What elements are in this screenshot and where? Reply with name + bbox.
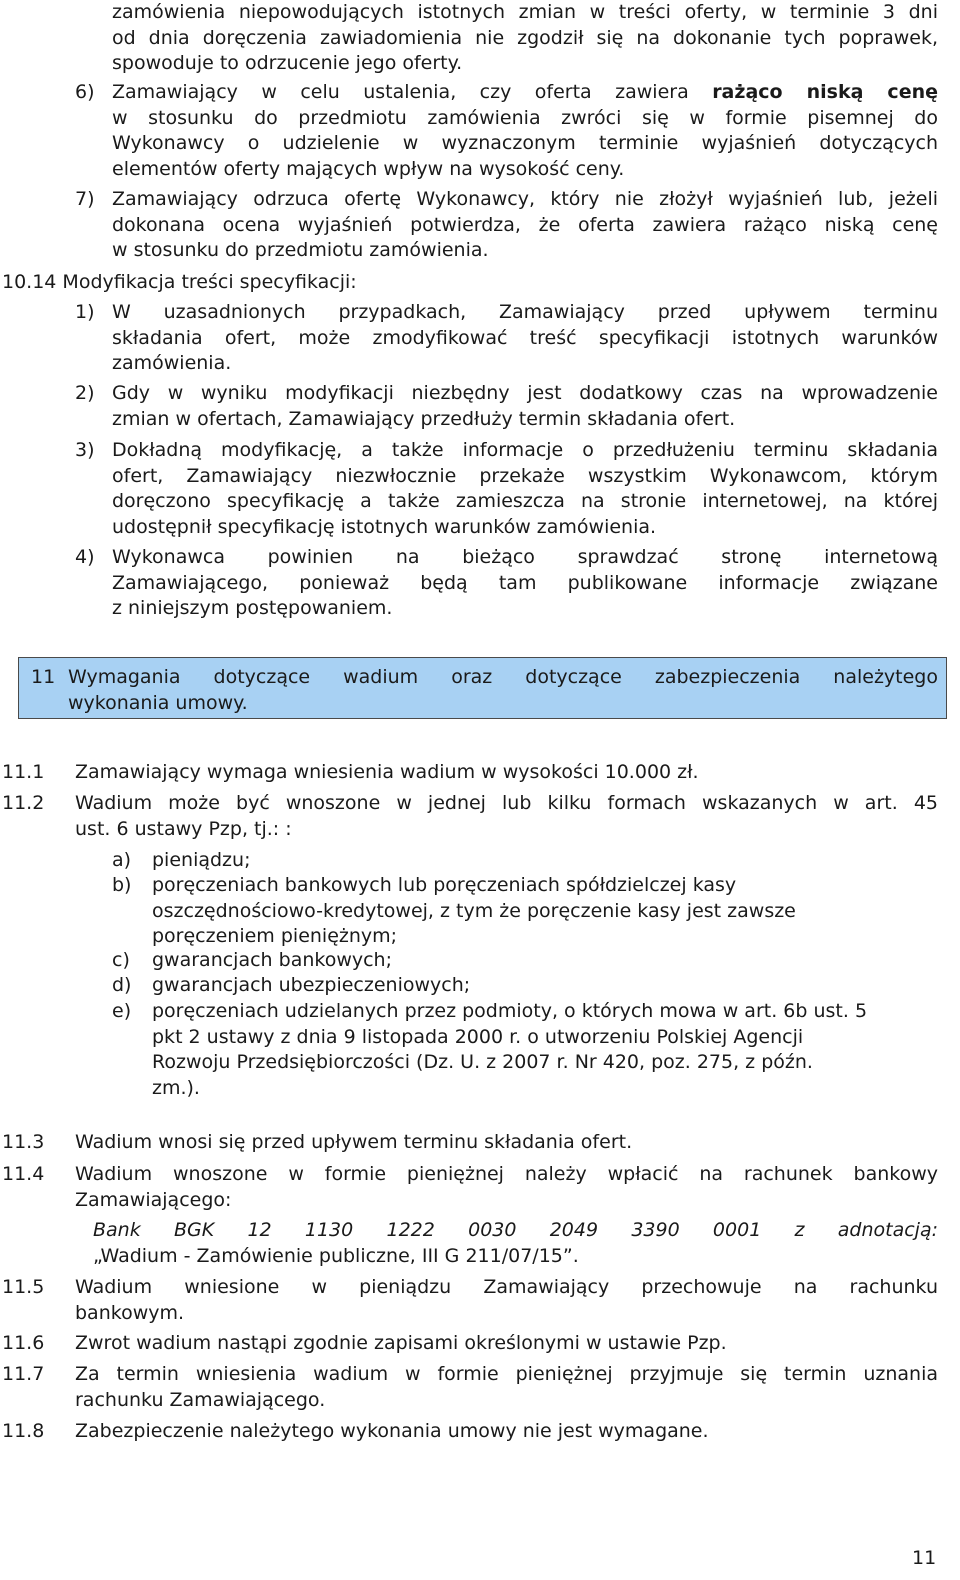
list-letter: b) <box>112 874 132 896</box>
paragraph-11-8: Zabezpieczenie należytego wykonania umowy nie jest wymagane. <box>75 1420 709 1442</box>
text-line: w stosunku do przedmiotu zamówienia. <box>112 239 489 261</box>
item-7-paragraph <box>112 187 938 264</box>
text-line: pieniądzu; <box>152 849 251 871</box>
text-line: poręczeniach bankowych lub poręczeniach spółdzielczej kasy <box>152 874 737 896</box>
text-line <box>112 80 938 106</box>
text-line: wykonania umowy. <box>68 691 248 714</box>
item-number: 3) <box>75 439 95 461</box>
mod-item-2 <box>112 381 938 432</box>
text-line: Wykonawcy o udzielenie w wyznaczonym terminie wyjaśnień dotyczących <box>112 132 938 154</box>
text-run: Zamawiający w celu ustalenia, czy oferta zawiera <box>112 81 689 103</box>
paragraph-number: 11.1 <box>2 761 45 783</box>
text-line: zmian w ofertach, Zamawiający przedłuży termin składania ofert. <box>112 407 736 430</box>
item-number: 4) <box>75 546 95 568</box>
section-11-heading <box>68 665 938 716</box>
bold-phrase: rażąco niską cenę <box>712 81 938 103</box>
paragraph-number: 11.7 <box>2 1363 45 1385</box>
item-6-paragraph <box>112 80 938 182</box>
paragraph-number: 11.8 <box>2 1420 45 1442</box>
list-letter: a) <box>112 849 132 871</box>
text-line: Dokładną modyfikację, a także informacje o przedłużeniu terminu składania <box>112 439 938 461</box>
form-item <box>152 948 392 974</box>
form-item <box>152 848 250 874</box>
item-number: 2) <box>75 382 95 404</box>
text-line: poręczeniem pieniężnym; <box>152 925 398 947</box>
text-line: pkt 2 ustawy z dnia 9 listopada 2000 r. o utworzeniu Polskiej Agencji <box>152 1025 804 1048</box>
paragraph-number: 11.3 <box>2 1131 45 1153</box>
text-line: zamówienia niepowodujących istotnych zmian w treści oferty, w terminie 3 dni <box>112 1 938 23</box>
text-line: Zamawiający odrzuca ofertę Wykonawcy, który nie złożył wyjaśnień lub, jeżeli <box>112 188 938 210</box>
continuation-paragraph <box>112 0 938 77</box>
text-line: Wymagania dotyczące wadium oraz dotyczące zabezpieczenia należytego <box>68 666 938 688</box>
list-letter: c) <box>112 949 130 971</box>
text-line: Wadium wniesione w pieniądzu Zamawiający przechowuje na rachunku <box>75 1276 938 1298</box>
mod-item-1 <box>112 300 938 377</box>
text-line: Za termin wniesienia wadium w formie pieniężnej przyjmuje się termin uznania <box>75 1363 938 1385</box>
list-letter: e) <box>112 1000 132 1022</box>
text-line: gwarancjach ubezpieczeniowych; <box>152 974 471 996</box>
section-10-14-title: 10.14 Modyfikacja treści specyfikacji: <box>2 271 357 293</box>
paragraph-11-1: Zamawiający wymaga wniesienia wadium w wysokości 10.000 zł. <box>75 761 699 783</box>
text-line: dokonana ocena wyjaśnień potwierdza, że oferta zawiera rażąco niską cenę <box>112 213 938 236</box>
text-line: Gdy w wyniku modyfikacji niezbędny jest dodatkowy czas na wprowadzenie <box>112 382 938 404</box>
mod-item-3 <box>112 438 938 540</box>
text-line: w stosunku do przedmiotu zamówienia zwróci się w formie pisemnej do <box>112 106 938 129</box>
paragraph-number: 11.2 <box>2 792 45 814</box>
bank-account-line: Bank BGK 12 1130 1222 0030 2049 3390 0001 z adnotacją: <box>93 1219 938 1241</box>
text-line: od dnia doręczenia zawiadomienia nie zgodził się na dokonanie tych poprawek, <box>112 26 938 49</box>
item-number: 7) <box>75 188 95 210</box>
paragraph-11-7 <box>75 1362 938 1413</box>
paragraph-11-3: Wadium wnosi się przed upływem terminu składania ofert. <box>75 1131 633 1153</box>
paragraph-11-4 <box>75 1162 938 1213</box>
bank-account-block <box>93 1218 938 1269</box>
text-line: zm.). <box>152 1076 200 1099</box>
text-line: Zamawiającego, ponieważ będą tam publikowane informacje związane <box>112 571 938 594</box>
paragraph-number: 11.4 <box>2 1163 45 1185</box>
paragraph-number: 11.6 <box>2 1332 45 1354</box>
paragraph-11-5 <box>75 1275 938 1326</box>
text-line: z niniejszym postępowaniem. <box>112 597 393 619</box>
section-11-heading-number: 11 <box>31 666 56 688</box>
form-item <box>152 873 796 950</box>
text-line: rachunku Zamawiającego. <box>75 1388 326 1411</box>
text-line: Wykonawca powinien na bieżąco sprawdzać stronę internetową <box>112 546 938 568</box>
paragraph-number: 11.5 <box>2 1276 45 1298</box>
paragraph-11-2 <box>75 791 938 842</box>
text-line: ofert, Zamawiający niezwłocznie przekaże wszystkim Wykonawcom, którym <box>112 464 938 487</box>
text-line: Zamawiającego: <box>75 1188 232 1211</box>
item-number: 6) <box>75 81 95 103</box>
text-line: Rozwoju Przedsiębiorczości (Dz. U. z 2007 r. Nr 420, poz. 275, z późn. <box>152 1051 813 1073</box>
text-line: W uzasadnionych przypadkach, Zamawiający przed upływem terminu <box>112 301 938 323</box>
mod-item-4 <box>112 545 938 622</box>
text-line: spowoduje to odrzucenie jego oferty. <box>112 52 463 74</box>
item-number: 1) <box>75 301 95 323</box>
text-line: gwarancjach bankowych; <box>152 949 393 971</box>
paragraph-11-6: Zwrot wadium nastąpi zgodnie zapisami określonymi w ustawie Pzp. <box>75 1332 727 1354</box>
text-line: składania ofert, może zmodyfikować treść specyfikacji istotnych warunków <box>112 326 938 349</box>
text-line: bankowym. <box>75 1301 185 1324</box>
text-line: zamówienia. <box>112 352 232 374</box>
form-item <box>152 973 470 999</box>
annotation-line: „Wadium - Zamówienie publiczne, III G 211/07/15”. <box>93 1244 579 1267</box>
text-line: doręczono specyfikację a także zamieszcza na stronie internetowej, na której <box>112 490 938 512</box>
text-line: ust. 6 ustawy Pzp, tj.: : <box>75 817 292 840</box>
text-line: udostępnił specyfikację istotnych warunków zamówienia. <box>112 515 657 538</box>
form-item <box>152 999 867 1101</box>
text-line: Wadium może być wnoszone w jednej lub kilku formach wskazanych w art. 45 <box>75 792 938 814</box>
page-number: 11 <box>912 1547 937 1569</box>
text-line: elementów oferty mających wpływ na wysokość ceny. <box>112 157 625 180</box>
text-line: oszczędnościowo-kredytowej, z tym że poręczenie kasy jest zawsze <box>152 899 796 922</box>
text-line: Wadium wnoszone w formie pieniężnej należy wpłacić na rachunek bankowy <box>75 1163 938 1185</box>
text-line: poręczeniach udzielanych przez podmioty, o których mowa w art. 6b ust. 5 <box>152 1000 868 1022</box>
list-letter: d) <box>112 974 132 996</box>
